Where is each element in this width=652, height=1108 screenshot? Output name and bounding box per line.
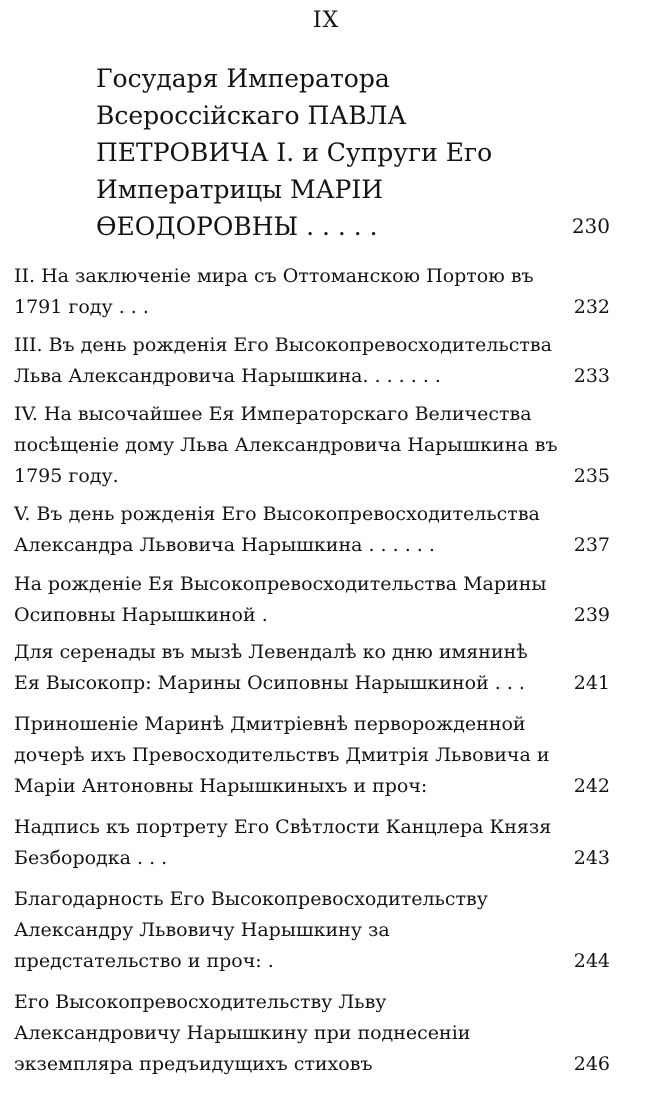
toc-entry	[14, 499, 610, 561]
toc-entry	[14, 569, 610, 631]
table-of-contents	[14, 60, 610, 1080]
toc-entry-page: 230	[571, 214, 610, 238]
toc-entry-title: Надпись къ портрету Его Свѣтлости Канцлера Князя Безбородка . . .	[14, 816, 552, 869]
toc-entry-page: 235	[573, 465, 610, 487]
toc-entry-page: 233	[573, 365, 610, 387]
toc-entry	[14, 399, 610, 492]
toc-entry-title: V. Въ день рожденія Его Высокопревосходительства Александра Львовича Нарышкина . . . . . .	[14, 503, 540, 556]
toc-entry-title: Для серенады въ мызѣ Левендалѣ ко дню имянинѣ Ея Высокопр: Марины Осиповны Нарышкиной . . .	[14, 641, 528, 694]
toc-entry-title: III. Въ день рожденія Его Высокопревосходительства Льва Александровича Нарышкина. . . . . . .	[14, 334, 552, 387]
toc-entry-title: Приношеніе Маринѣ Дмитріевнѣ перворожденной дочерѣ ихъ Превосходительствъ Дмитрія Львовича и Маріи Антоновны Нарышкиныхъ и проч:	[14, 713, 550, 797]
toc-entry-title: Его Высокопревосходительству Льву Александровичу Нарышкину при поднесеніи экземпляра предъидущихъ стиховъ	[14, 991, 471, 1075]
toc-entry-page: 241	[573, 672, 610, 694]
toc-entry	[14, 637, 610, 699]
toc-entry-page: 244	[573, 950, 610, 972]
toc-entry-page: 243	[573, 847, 610, 869]
toc-entry-page: 246	[573, 1053, 610, 1075]
toc-entry-page: 237	[573, 534, 610, 556]
toc-entry-page: 232	[573, 296, 610, 318]
toc-entry	[14, 330, 610, 392]
toc-entry	[14, 709, 610, 802]
toc-entry-title: II. На заключеніе мира съ Оттоманскою Портою въ 1791 году . . .	[14, 265, 534, 318]
toc-entry	[14, 812, 610, 874]
toc-entry-title: На рожденіе Ея Высокопревосходительства Марины Осиповны Нарышкиной .	[14, 573, 547, 626]
toc-entry-title: Благодарность Его Высокопревосходительству Александру Львовичу Нарышкину за предстательство и проч: .	[14, 888, 488, 972]
toc-entry	[14, 987, 610, 1080]
toc-entry	[14, 60, 610, 245]
toc-entry-title: Государя Императора Всероссійскаго ПАВЛА ПЕТРОВИЧА I. и Супруги Его Императрицы МАРІИ ѲЕОДОРОВНЫ . . . . .	[96, 64, 493, 241]
toc-entry-title: IV. На высочайшее Ея Императорскаго Величества посѣщеніе дому Льва Александровича Нарышкина въ 1795 году.	[14, 403, 558, 487]
toc-entry-page: 242	[573, 775, 610, 797]
page-number: IX	[312, 8, 340, 33]
toc-entry-page: 239	[573, 604, 610, 626]
toc-entry	[14, 884, 610, 977]
toc-entry	[14, 261, 610, 323]
